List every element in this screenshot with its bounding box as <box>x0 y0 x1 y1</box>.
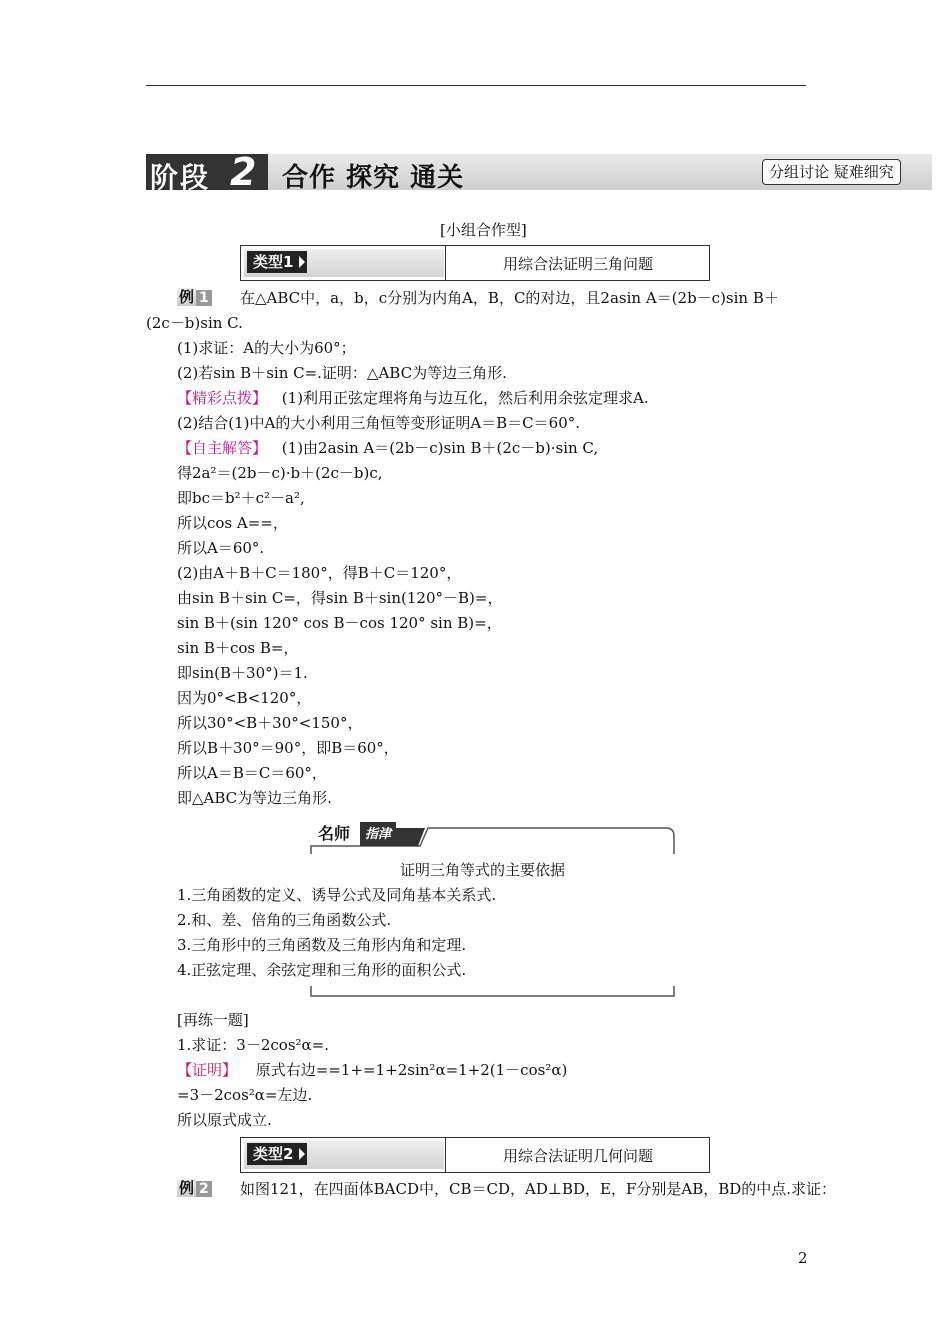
type1-box <box>240 245 710 281</box>
example2-number: 2 <box>196 1181 212 1197</box>
example1-label: 例 <box>179 288 195 306</box>
top-rule <box>146 85 806 86</box>
solution-line: 所以A＝B＝C＝60°， <box>177 764 327 782</box>
solution-line: 即△ABC为等边三角形. <box>177 789 332 807</box>
tip-label-2: 指津 <box>360 822 396 843</box>
tip-item: 3.三角形中的三角函数及三角形内角和定理. <box>177 936 467 954</box>
tip-item: 4.正弦定理、余弦定理和三角形的面积公式. <box>177 961 467 979</box>
proof-line2: =3－2cos²α=左边. <box>177 1086 313 1104</box>
example1-line: (2c－b)sin C. <box>146 314 243 332</box>
solution-first: (1)由2asin A＝(2b－c)sin B＋(2c－b)·sin C, <box>281 439 599 457</box>
arrow-icon <box>299 1148 305 1160</box>
solution-line: 所以30°<B＋30°<150°， <box>177 714 363 732</box>
example1-number: 1 <box>196 290 212 306</box>
solution-line: sin B＋cos B=， <box>177 639 299 657</box>
proof-label: 【证明】 <box>177 1061 238 1079</box>
type2-label: 类型2 <box>247 1143 307 1165</box>
example1-badge <box>177 288 212 306</box>
proof-row <box>177 1061 567 1079</box>
proof-line1: 原式右边==1+=1+2sin²α=1+2(1－cos²α) <box>255 1061 568 1079</box>
type2-title: 用综合法证明几何问题 <box>502 1147 653 1165</box>
banner-title: 合作 探究 通关 <box>282 163 465 193</box>
solution-line: sin B＋(sin 120° cos B－cos 120° sin B)=， <box>177 614 502 632</box>
solution-row <box>177 439 598 457</box>
solution-line: 由sin B＋sin C=，得sin B＋sin(120°－B)=， <box>177 589 503 607</box>
example1-line: (1)求证：A的大小为60°； <box>177 339 356 357</box>
practice-heading: [再练一题] <box>177 1011 249 1029</box>
solution-line: 所以B＋30°＝90°，即B＝60°， <box>177 739 399 757</box>
hint-label: 【精彩点拨】 <box>177 389 268 407</box>
arrow-icon <box>299 256 305 268</box>
type1-title: 用综合法证明三角问题 <box>502 255 653 273</box>
practice-problem: 1.求证：3－2cos²α=. <box>177 1036 330 1054</box>
hint-row <box>177 389 649 407</box>
solution-line: 得2a²＝(2b－c)·b＋(2c－b)c, <box>177 464 383 482</box>
type1-label: 类型1 <box>247 251 307 273</box>
hint-line1: (1)利用正弦定理将角与边互化，然后利用余弦定理求A. <box>281 389 649 407</box>
solution-line: 因为0°<B<120°， <box>177 689 312 707</box>
solution-label: 【自主解答】 <box>177 439 268 457</box>
tip-item: 1.三角函数的定义、诱导公式及同角基本关系式. <box>177 886 497 904</box>
example2-badge <box>177 1179 212 1197</box>
banner-stage: 阶段 <box>150 161 211 194</box>
proof-conclusion: 所以原式成立. <box>177 1111 272 1129</box>
tip-title: 证明三角等式的主要依据 <box>400 861 566 879</box>
example1-line: 在△ABC中，a，b，c分别为内角A，B，C的对边，且2asin A＝(2b－c)sin B＋ <box>240 289 779 307</box>
group-type-label: [小组合作型] <box>440 221 527 239</box>
hint-line2: (2)结合(1)中A的大小利用三角恒等变形证明A＝B＝C＝60°. <box>177 414 581 432</box>
solution-line: (2)由A＋B＋C＝180°，得B＋C＝120°， <box>177 564 462 582</box>
example2-text: 如图121，在四面体BACD中，CB＝CD，AD⊥BD，E，F分别是AB，BD的中点.求证： <box>240 1180 837 1198</box>
solution-line: 所以cos A==， <box>177 514 288 532</box>
banner-stage-number: 2 <box>230 150 257 194</box>
solution-line: 所以A＝60°. <box>177 539 265 557</box>
tip-item: 2.和、差、倍角的三角函数公式. <box>177 911 392 929</box>
banner-tag: 分组讨论 疑难细究 <box>762 159 901 185</box>
type2-box <box>240 1137 710 1173</box>
tip-label: 名师 <box>318 824 351 843</box>
page-number: 2 <box>798 1249 808 1267</box>
solution-line: 即sin(B＋30°)＝1. <box>177 664 308 682</box>
solution-line: 即bc＝b²＋c²－a², <box>177 489 305 507</box>
example1-line: (2)若sin B＋sin C=.证明：△ABC为等边三角形. <box>177 364 507 382</box>
example2-label: 例 <box>179 1179 195 1197</box>
